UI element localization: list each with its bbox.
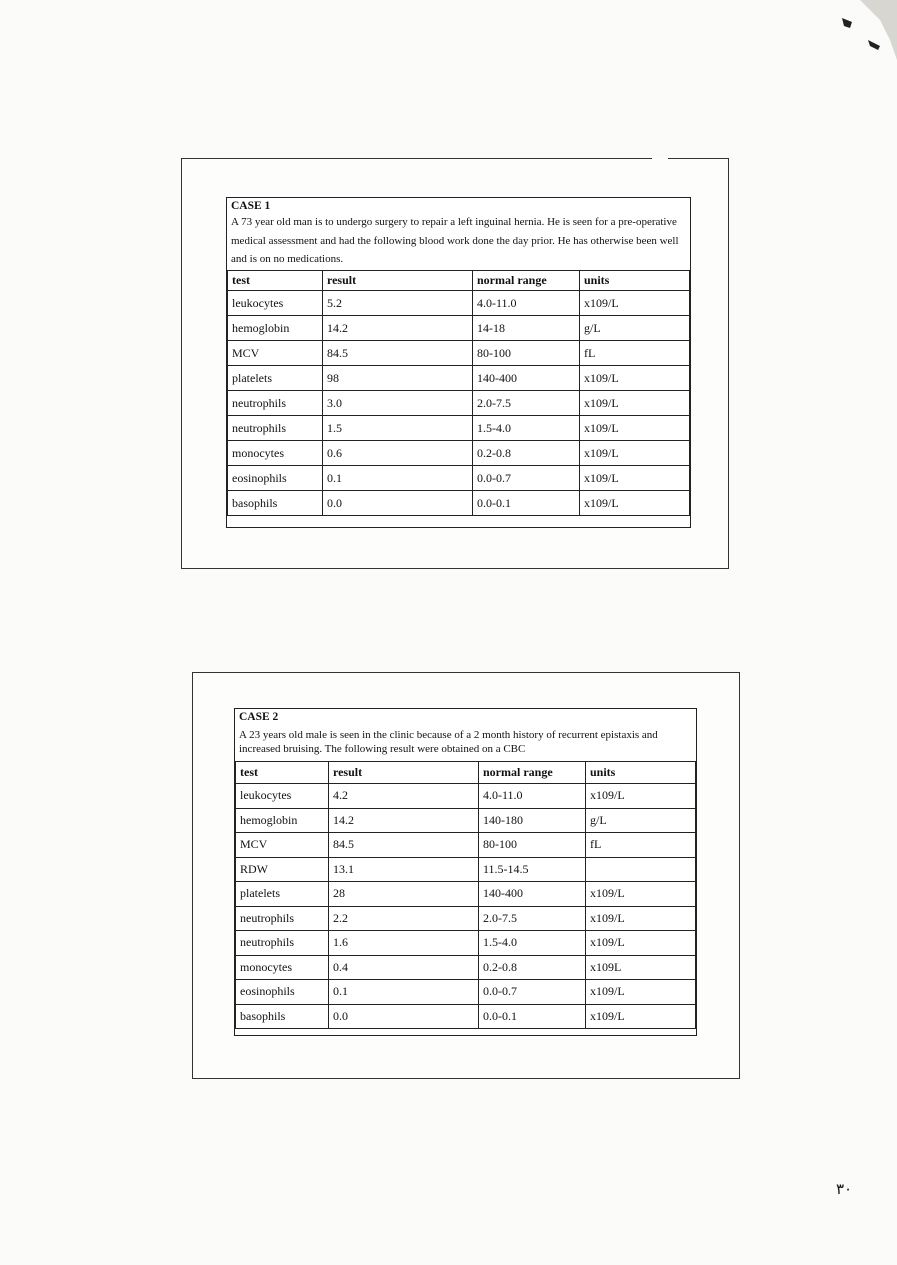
units: x109/L [580, 466, 690, 491]
table-row [236, 808, 696, 833]
test-result: 84.5 [329, 833, 479, 858]
units: g/L [580, 316, 690, 341]
table-row [236, 980, 696, 1005]
test-result: 3.0 [323, 391, 473, 416]
table-row [228, 366, 690, 391]
normal-range: 0.0-0.1 [479, 1004, 586, 1029]
case-2-results-table [235, 761, 696, 1029]
units: x109/L [580, 416, 690, 441]
units: x109/L [586, 882, 696, 907]
normal-range: 140-400 [479, 882, 586, 907]
test-result: 14.2 [323, 316, 473, 341]
normal-range: 4.0-11.0 [473, 291, 580, 316]
column-header-normal-range: normal range [479, 762, 586, 784]
test-name: hemoglobin [236, 808, 329, 833]
normal-range: 0.0-0.1 [473, 491, 580, 516]
test-result: 0.4 [329, 955, 479, 980]
units [586, 857, 696, 882]
test-name: MCV [236, 833, 329, 858]
test-name: basophils [236, 1004, 329, 1029]
normal-range: 2.0-7.5 [473, 391, 580, 416]
normal-range: 0.2-0.8 [473, 441, 580, 466]
table-row [236, 857, 696, 882]
normal-range: 80-100 [479, 833, 586, 858]
test-result: 1.6 [329, 931, 479, 956]
case-2-box [234, 708, 697, 1036]
test-name: neutrophils [236, 931, 329, 956]
units: x109/L [580, 366, 690, 391]
test-name: platelets [228, 366, 323, 391]
units: x109/L [586, 980, 696, 1005]
test-result: 0.0 [323, 491, 473, 516]
test-name: leukocytes [236, 784, 329, 809]
units: x109/L [580, 391, 690, 416]
test-name: neutrophils [228, 391, 323, 416]
slide-frame-case-2 [192, 672, 740, 1079]
table-row [228, 441, 690, 466]
case-2-description: A 23 years old male is seen in the clinic because of a 2 month history of recurrent epistaxis and increased bruising. The following result were obtained on a CBC [239, 729, 658, 755]
test-name: platelets [236, 882, 329, 907]
normal-range: 0.0-0.7 [479, 980, 586, 1005]
table-row [236, 1004, 696, 1029]
normal-range: 0.2-0.8 [479, 955, 586, 980]
units: x109/L [586, 931, 696, 956]
test-result: 98 [323, 366, 473, 391]
units: x109/L [586, 906, 696, 931]
table-row [228, 416, 690, 441]
column-header-result: result [323, 271, 473, 291]
normal-range: 11.5-14.5 [479, 857, 586, 882]
table-header-row [228, 271, 690, 291]
case-1-title: CASE 1 [231, 200, 271, 212]
normal-range: 80-100 [473, 341, 580, 366]
units: x109L [586, 955, 696, 980]
table-row [228, 491, 690, 516]
test-result: 0.0 [329, 1004, 479, 1029]
test-result: 0.1 [323, 466, 473, 491]
units: x109/L [580, 291, 690, 316]
test-name: monocytes [236, 955, 329, 980]
units: fL [580, 341, 690, 366]
units: x109/L [586, 1004, 696, 1029]
test-name: eosinophils [228, 466, 323, 491]
test-name: eosinophils [236, 980, 329, 1005]
table-row [228, 391, 690, 416]
test-result: 1.5 [323, 416, 473, 441]
test-name: neutrophils [228, 416, 323, 441]
table-row [228, 341, 690, 366]
table-row [228, 466, 690, 491]
case-1-box [226, 197, 691, 528]
case-2-title: CASE 2 [239, 711, 279, 723]
table-header-row [236, 762, 696, 784]
table-row [228, 316, 690, 341]
test-result: 0.6 [323, 441, 473, 466]
column-header-test: test [228, 271, 323, 291]
column-header-normal-range: normal range [473, 271, 580, 291]
column-header-units: units [586, 762, 696, 784]
units: x109/L [580, 441, 690, 466]
units: x109/L [580, 491, 690, 516]
units: x109/L [586, 784, 696, 809]
table-row [236, 833, 696, 858]
frame-gap [652, 158, 668, 160]
case-1-results-table [227, 270, 690, 516]
corner-mark [820, 0, 897, 80]
table-row [228, 291, 690, 316]
test-result: 5.2 [323, 291, 473, 316]
table-row [236, 906, 696, 931]
normal-range: 2.0-7.5 [479, 906, 586, 931]
column-header-result: result [329, 762, 479, 784]
test-name: RDW [236, 857, 329, 882]
column-header-test: test [236, 762, 329, 784]
test-result: 4.2 [329, 784, 479, 809]
slide-frame-case-1 [181, 158, 729, 569]
test-result: 28 [329, 882, 479, 907]
normal-range: 140-400 [473, 366, 580, 391]
table-row [236, 931, 696, 956]
column-header-units: units [580, 271, 690, 291]
normal-range: 14-18 [473, 316, 580, 341]
units: g/L [586, 808, 696, 833]
normal-range: 1.5-4.0 [473, 416, 580, 441]
test-name: basophils [228, 491, 323, 516]
case-1-description: A 73 year old man is to undergo surgery to repair a left inguinal hernia. He is seen for a pre-operative medical assessment and had the following blood work done the day prior. He has otherwise been well and is on no medications. [231, 216, 679, 265]
test-result: 2.2 [329, 906, 479, 931]
test-result: 84.5 [323, 341, 473, 366]
test-result: 14.2 [329, 808, 479, 833]
test-name: hemoglobin [228, 316, 323, 341]
page-number: ٣٠ [836, 1180, 853, 1198]
normal-range: 1.5-4.0 [479, 931, 586, 956]
normal-range: 4.0-11.0 [479, 784, 586, 809]
normal-range: 0.0-0.7 [473, 466, 580, 491]
table-row [236, 955, 696, 980]
test-result: 0.1 [329, 980, 479, 1005]
test-result: 13.1 [329, 857, 479, 882]
test-name: neutrophils [236, 906, 329, 931]
test-name: leukocytes [228, 291, 323, 316]
units: fL [586, 833, 696, 858]
test-name: monocytes [228, 441, 323, 466]
test-name: MCV [228, 341, 323, 366]
table-row [236, 882, 696, 907]
normal-range: 140-180 [479, 808, 586, 833]
table-row [236, 784, 696, 809]
